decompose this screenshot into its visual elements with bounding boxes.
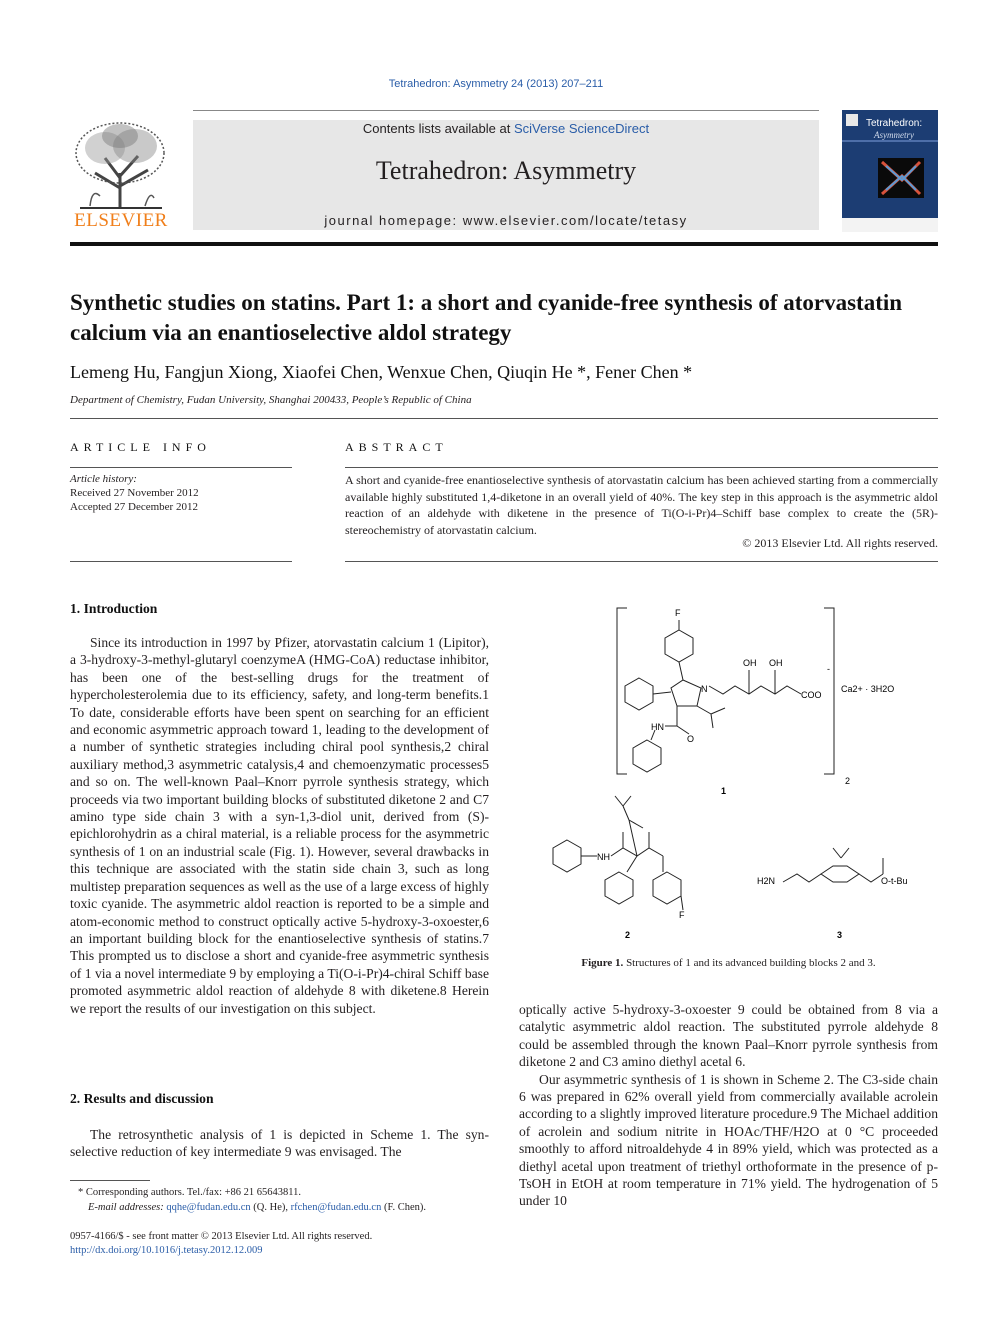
- phenyl-ring-3: [553, 840, 581, 872]
- hydroxyl-label-1: OH: [743, 658, 757, 668]
- figure-1-caption-text: Structures of 1 and its advanced building blocks 2 and 3.: [626, 957, 876, 969]
- intro-heading: 1. Introduction: [70, 601, 158, 616]
- article-info-heading: ARTICLE INFO: [70, 440, 211, 454]
- header-bottom-rule: [70, 242, 938, 246]
- carboxylate-label: COO: [801, 690, 822, 700]
- article-history: [70, 472, 292, 514]
- email-name-chen: (F. Chen).: [383, 1202, 426, 1213]
- figure-1-caption: [519, 957, 938, 969]
- stoich-label: 2: [845, 776, 851, 786]
- contents-prefix: Contents lists available at: [362, 121, 514, 136]
- phenyl-ring-1: [625, 678, 653, 710]
- compound-3-label: 3: [837, 930, 843, 940]
- corresponding-note: * Corresponding authors. Tel./fax: +86 21 65643811.: [78, 1187, 302, 1198]
- divider: [345, 467, 938, 468]
- divider: [70, 467, 292, 468]
- amine-label: H2N: [757, 876, 776, 886]
- nitrogen-label: N: [701, 684, 708, 694]
- phenyl-ring-4: [605, 872, 633, 904]
- journal-cover: [842, 110, 938, 232]
- results-paragraph: [70, 1126, 489, 1161]
- ester-label: O-t-Bu: [881, 876, 908, 886]
- figure-1-caption-label: Figure 1.: [581, 957, 624, 969]
- journal-title-text: Tetrahedron: Asymmetry: [375, 156, 637, 185]
- intro-paragraph-text: Since its introduction in 1997 by Pfizer, atorvastatin calcium 1 (Lipitor), a 3-hydroxy-3-methyl-glutaryl coenzymeA (HMG-CoA) reductase inhibitor, has been one of the best-selling drugs for the treatment of hypercholesterolemia due to its efficiency, safety, and long-term benefits.1 To date, considerable efforts have been spent on searching for an efficient and economic asymmetric approach toward 1, leading to the development of a number of synthetic strategies including chiral pool synthesis,2 chiral auxiliary method,3 asymmetric catalysis,4 and chemoenzymatic processes5 and so on. The well-known Paal–Knorr pyrrole synthesis strategy, which proceeds via two important building blocks of substituted diketone 2 and C7 amino type side chain 3 with a syn-1,3-diol unit, derived from (S)-epichlorohydrin as a chiral material, is a reliable process for the asymmetric synthesis of 1 on an industrial scale (Fig. 1). However, several drawbacks in this technique are associated with the statin side chain 3, such as long multistep preparation sequences as well as the use of a large excess of highly toxic cyanide. The asymmetric aldol reaction is reported to be a simple and atom-economic method to construct optically active 5-hydroxy-3-oxoester,6 an important building block for the enantioselective synthesis of statins.7 This prompted us to disclose a short and cyanide-free asymmetric synthesis of 1 via a novel intermediate 9 by employing a Ti(O-i-Pr)4-chiral Schiff base promoted asymmetric aldol reaction of aldehyde 8 with diketene.8 Herein we report the results of our investigation on this subject.: [70, 635, 489, 1016]
- phenyl-ring-2: [633, 740, 661, 772]
- journal-title: [193, 156, 819, 186]
- divider: [70, 418, 938, 419]
- email-link-chen[interactable]: rfchen@fudan.edu.cn: [290, 1202, 382, 1213]
- pyrrole-ring: [671, 680, 701, 706]
- dioxane-ring: [821, 866, 859, 882]
- footnote: [70, 1185, 489, 1215]
- issn-line: 0957-4166/$ - see front matter © 2013 Elsevier Ltd. All rights reserved.: [70, 1231, 373, 1242]
- cover-title: Tetrahedron:: [866, 118, 923, 129]
- author-list: Lemeng Hu, Fangjun Xiong, Xiaofei Chen, Wenxue Chen, Qiuqin He *, Fener Chen *: [70, 362, 693, 382]
- intro-paragraph: [70, 634, 489, 1017]
- email-link-he[interactable]: qqhe@fudan.edu.cn: [166, 1202, 251, 1213]
- history-label: Article history:: [70, 473, 137, 485]
- abstract-heading: ABSTRACT: [345, 440, 448, 454]
- fluorophenyl-ring-2: [653, 872, 681, 904]
- fluorine-label: F: [675, 608, 681, 618]
- results-heading: 2. Results and discussion: [70, 1091, 214, 1106]
- compound-1-label: 1: [721, 786, 727, 796]
- elsevier-wordmark: ELSEVIER: [74, 210, 168, 231]
- results-paragraph-text: The retrosynthetic analysis of 1 is depicted in Scheme 1. The syn-selective reduction of key intermediate 9 was envisaged. The: [70, 1127, 489, 1160]
- sciencedirect-link[interactable]: SciVerse ScienceDirect: [513, 121, 650, 136]
- calcium-label: Ca2+ · 3H2O: [841, 684, 895, 694]
- right-bracket: [824, 608, 834, 774]
- doi-link[interactable]: http://dx.doi.org/10.1016/j.tetasy.2012.12.009: [70, 1245, 263, 1256]
- amide-o-label: O: [687, 734, 695, 744]
- abstract-copyright: © 2013 Elsevier Ltd. All rights reserved.: [742, 536, 938, 550]
- divider: [70, 561, 292, 562]
- figure-1: [519, 600, 938, 945]
- paper-title: Synthetic studies on statins. Part 1: a short and cyanide-free synthesis of atorvastatin calcium via an enantioselective aldol strategy: [70, 290, 903, 345]
- elsevier-logo: [70, 118, 172, 232]
- compound-2-fluorine-label: F: [679, 910, 685, 920]
- amide-nh-label: HN: [651, 722, 664, 732]
- front-matter: [70, 1230, 489, 1258]
- charge-label: -: [827, 664, 830, 674]
- cover-subtitle: Asymmetry: [874, 130, 914, 140]
- received-date: Received 27 November 2012: [70, 487, 199, 499]
- right-paragraph-2: Our asymmetric synthesis of 1 is shown in Scheme 2. The C3-side chain 6 was prepared in 62% overall yield from commercially available acrolein according to a slightly improved literature procedure.9 The Michael addition of acrolein and sodium nitrite in HOAc/THF/H2O at 0 °C proceeded smoothly to afford nitroaldehyde 4 in 89% yield, which was protected as a diethyl acetal upon treatment of triethyl orthoformate in the presence of p-TsOH in EtOH at room temperature in 71% yield. The hydrogenation of 5 under 10: [519, 1071, 938, 1209]
- abstract-text: A short and cyanide-free enantioselective synthesis of atorvastatin calcium has been achieved starting from a commercially available highly substituted 1,4-diketone in an overall yield of 40%. The key step in this approach is the asymmetric aldol reaction of an aldehyde with diketene in the presence of Ti(O-i-Pr)4–Schiff base complex to create the (5R)-stereochemistry of atorvastatin calcium.: [345, 473, 938, 537]
- email-label: E-mail addresses:: [88, 1202, 164, 1213]
- fluorophenyl-ring: [665, 630, 693, 662]
- divider: [345, 561, 938, 562]
- right-paragraph-1: optically active 5-hydroxy-3-oxoester 9 could be obtained from 8 via a catalytic asymmetric aldol reaction. The substituted pyrrole aldehyde 8 could be assembled through the known Paal–Knorr pyrrole synthesis from diketone 2 and C3 amino diethyl acetal 6.: [519, 1002, 938, 1070]
- journal-homepage[interactable]: journal homepage: www.elsevier.com/locate/tetasy: [324, 213, 688, 228]
- figure-1-structures: [519, 600, 938, 945]
- journal-reference[interactable]: Tetrahedron: Asymmetry 24 (2013) 207–211: [388, 78, 604, 90]
- compound-2-label: 2: [625, 930, 631, 940]
- footnote-rule: [70, 1180, 150, 1181]
- contents-line: [193, 121, 819, 136]
- right-column-text: [519, 1001, 938, 1210]
- email-name-he: (Q. He),: [253, 1202, 288, 1213]
- affiliation: Department of Chemistry, Fudan University, Shanghai 200433, People’s Republic of China: [70, 394, 472, 406]
- hydroxyl-label-2: OH: [769, 658, 783, 668]
- header-top-rule: [193, 110, 819, 111]
- compound-2-nh-label: NH: [597, 852, 610, 862]
- accepted-date: Accepted 27 December 2012: [70, 501, 198, 513]
